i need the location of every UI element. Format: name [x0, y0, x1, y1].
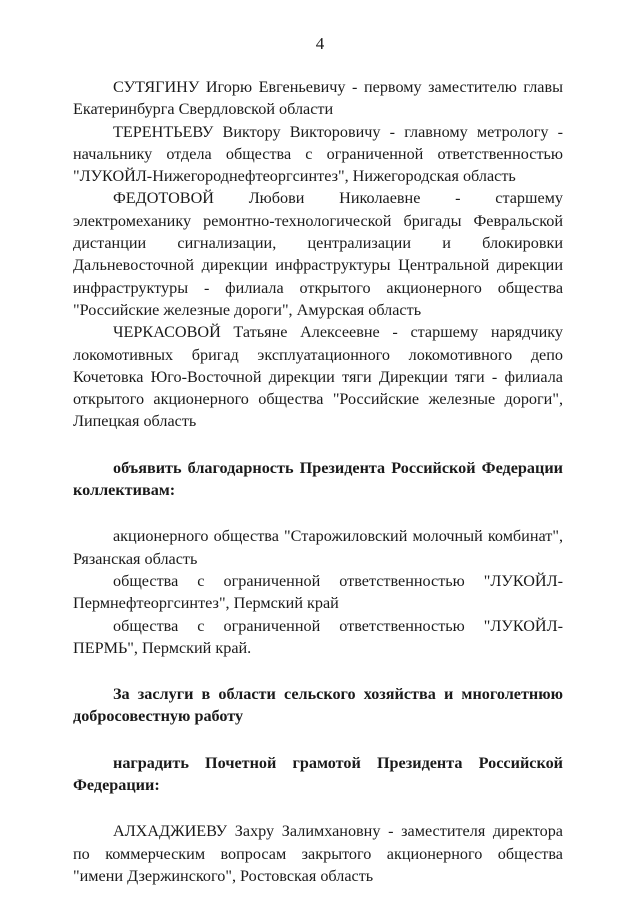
awardee-entry [73, 76, 563, 121]
spacer [73, 501, 563, 525]
document-body [73, 76, 563, 887]
text-line: Федерации: [73, 776, 160, 795]
text-line: ЧЕРКАСОВОЙ Татьяне Алексеевне - старшему нарядчику [113, 323, 563, 342]
text-line: ТЕРЕНТЬЕВУ Виктору Викторовичу - главному метрологу - [113, 122, 563, 141]
awardee-entry [73, 321, 563, 432]
text-line: открытого акционерного общества "Российские железные дороги", [73, 390, 563, 409]
spacer [73, 659, 563, 683]
text-line: ПЕРМЬ", Пермский край. [73, 638, 252, 657]
text-line: акционерного общества "Старожиловский молочный комбинат", [113, 527, 563, 546]
section-heading [73, 683, 563, 728]
text-line: электромеханику ремонтно-технологической бригады Февральской [73, 211, 563, 230]
awardee-entry [73, 121, 563, 188]
text-line: АЛХАДЖИЕВУ Захру Залимхановну - заместителя директора [113, 822, 563, 841]
text-line: по коммерческим вопросам закрытого акционерного общества [73, 844, 563, 863]
text-line: дистанции сигнализации, централизации и блокировки [73, 234, 563, 253]
text-line: "ЛУКОЙЛ-Нижегороднефтеоргсинтез", Нижегородская область [73, 167, 516, 186]
text-line: Рязанская область [73, 549, 198, 568]
text-line: ФЕДОТОВОЙ Любови Николаевне - старшему [113, 189, 563, 208]
text-line: "имени Дзержинского", Ростовская область [73, 866, 374, 885]
text-line: Екатеринбурга Свердловской области [73, 100, 334, 119]
spacer [73, 796, 563, 820]
text-line: добросовестную работу [73, 707, 244, 726]
page-number: 4 [315, 34, 325, 53]
text-line: начальнику отдела общества с ограниченной ответственностью [73, 144, 563, 163]
collective-entry [73, 570, 563, 615]
text-line: Липецкая область [73, 412, 197, 431]
text-line: "Российские железные дороги", Амурская область [73, 300, 422, 319]
spacer [73, 728, 563, 752]
spacer [73, 433, 563, 457]
text-line: коллективам: [73, 481, 176, 500]
text-line: локомотивных бригад эксплуатационного локомотивного депо [73, 345, 563, 364]
text-line: СУТЯГИНУ Игорю Евгеньевичу - первому заместителю главы [113, 78, 563, 96]
text-line: Дальневосточной дирекции инфраструктуры Центральной дирекции [73, 256, 563, 275]
collective-entry [73, 615, 563, 660]
section-heading [73, 457, 563, 502]
collective-entry [73, 525, 563, 570]
text-line: За заслуги в области сельского хозяйства и многолетнюю [113, 685, 563, 704]
text-line: общества с ограниченной ответственностью "ЛУКОЙЛ- [113, 571, 563, 590]
text-line: Пермнефтеоргсинтез", Пермский край [73, 594, 339, 613]
text-line: инфраструктуры - филиала открытого акционерного общества [73, 278, 563, 297]
awardee-entry [73, 820, 563, 887]
text-line: Кочетовка Юго-Восточной дирекции тяги Дирекции тяги - филиала [73, 367, 563, 386]
text-line: общества с ограниченной ответственностью "ЛУКОЙЛ- [113, 616, 563, 635]
text-line: объявить благодарность Президента Российской Федерации [113, 458, 563, 477]
text-line: наградить Почетной грамотой Президента Российской [113, 753, 563, 772]
awardee-entry [73, 187, 563, 321]
section-heading [73, 752, 563, 797]
